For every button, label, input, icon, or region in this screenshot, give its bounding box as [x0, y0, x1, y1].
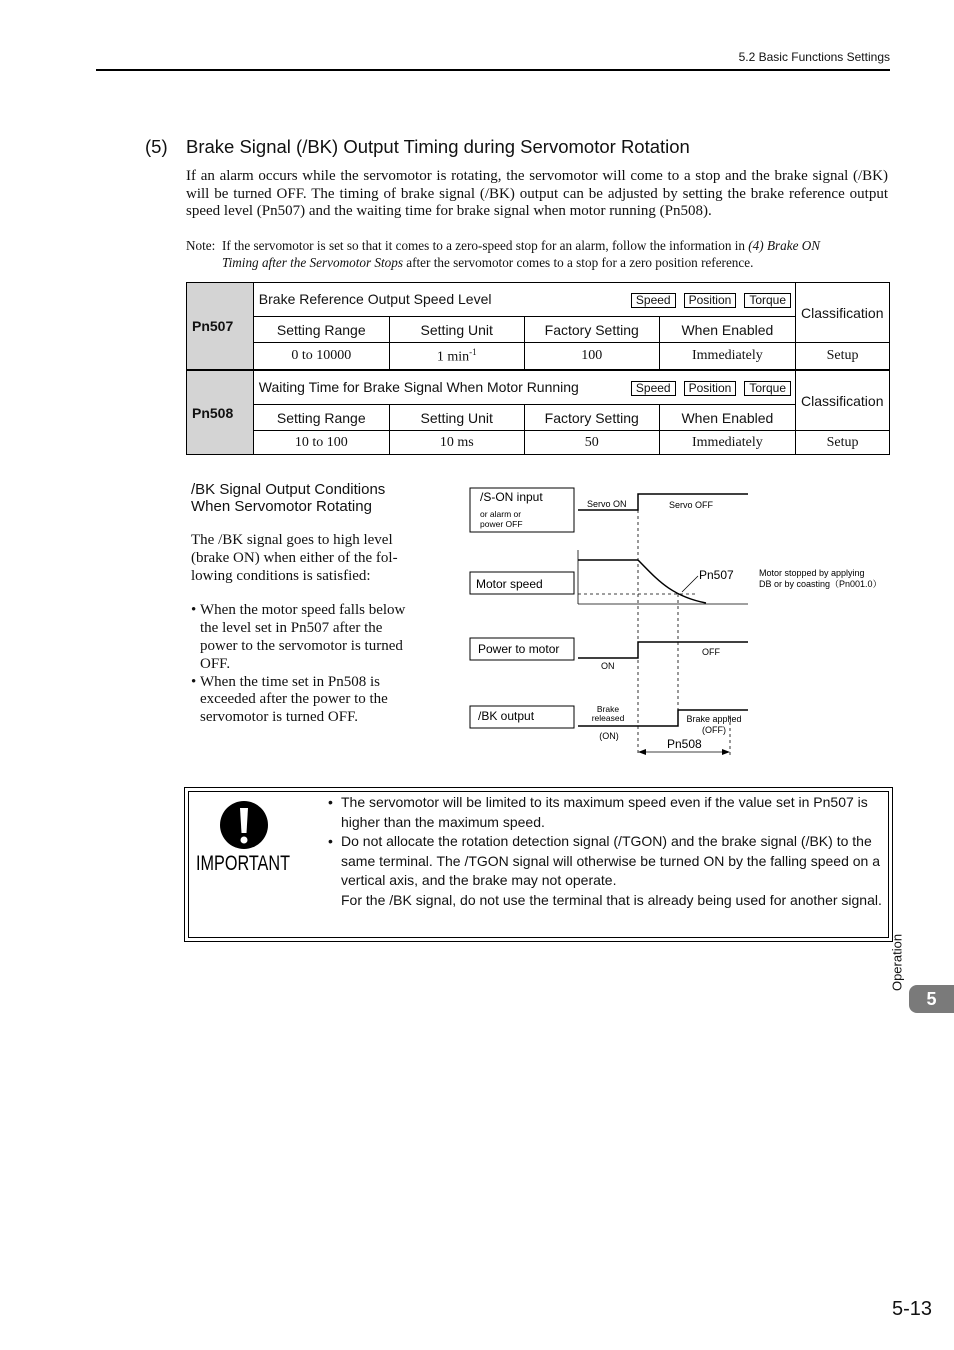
bullet: •	[191, 602, 197, 619]
page-number: 5-13	[891, 1298, 932, 1320]
stopped-note-1: Motor stopped by applying	[759, 568, 865, 578]
tag-position: Position	[684, 381, 737, 396]
pn508-title-cell	[253, 371, 795, 405]
header-rule	[96, 69, 890, 71]
pn508-enabled-header: When Enabled	[659, 405, 795, 431]
son-sub-1: or alarm or	[480, 509, 522, 519]
brake-applied-1: Brake applied	[686, 714, 742, 724]
tag-position: Position	[684, 293, 737, 308]
pn507-unit: 1 min	[436, 349, 470, 365]
pn507-enabled: Immediately	[659, 343, 795, 370]
bullet: •	[328, 794, 333, 810]
pn507-classification-header: Classification	[796, 283, 890, 343]
pn508-enabled: Immediately	[659, 431, 795, 455]
important-icon	[196, 800, 292, 876]
pn508-label: Pn508	[667, 737, 702, 751]
note-text-2: after the servomotor comes to a stop for a zero position reference.	[406, 254, 754, 270]
power-waveform	[578, 642, 748, 658]
tag-speed: Speed	[631, 381, 676, 396]
brake-on-paren: (ON)	[599, 731, 619, 741]
important-item-2b-text: For the /BK signal, do not use the terminal that is already being used for another signal.	[341, 891, 882, 908]
motor-speed-label: Motor speed	[476, 577, 543, 591]
bullet: •	[191, 673, 197, 690]
important-item-2b	[328, 891, 883, 911]
pn508-classification-header: Classification	[796, 371, 890, 431]
bullet: •	[328, 833, 333, 849]
pn508-arrow-left	[638, 749, 646, 755]
stopped-note-2: DB or by coasting（Pn001.0）	[759, 579, 882, 589]
servo-off-label: Servo OFF	[669, 500, 714, 510]
pn507-tags	[623, 291, 791, 308]
brake-released-2: released	[591, 713, 625, 723]
pn507-unit-sup: -1	[469, 346, 477, 357]
pn507-enabled-header: When Enabled	[659, 317, 795, 343]
side-label-text: Operation	[889, 933, 905, 992]
power-to-motor-label: Power to motor	[478, 642, 560, 656]
power-on-label: ON	[601, 661, 615, 671]
exclamation-dot	[241, 837, 248, 844]
pn508-title: Waiting Time for Brake Signal When Motor Running	[258, 379, 579, 395]
power-off-label: OFF	[702, 647, 720, 657]
pn507-id: Pn507	[187, 283, 254, 370]
brake-applied-2: (OFF)	[702, 725, 726, 735]
pn507-range-header: Setting Range	[253, 317, 389, 343]
note-text-1: If the servomotor is set so that it comes to a zero-speed stop for an alarm, follow the information in	[222, 238, 745, 253]
conditions-body	[191, 532, 416, 727]
pn508-arrow-right	[722, 749, 730, 755]
section-title	[145, 136, 690, 158]
note-label: Note:	[186, 238, 216, 253]
bk-output-label: /BK output	[478, 709, 535, 723]
pn507-unit-cell	[389, 343, 524, 370]
pn507-range: 0 to 10000	[253, 343, 389, 370]
section-number: (5)	[145, 136, 168, 157]
pn508-table	[186, 370, 890, 455]
pn507-factory: 100	[524, 343, 659, 370]
tag-torque: Torque	[744, 293, 791, 308]
condition-item-1	[191, 602, 416, 673]
important-item-2	[328, 832, 883, 891]
condition-text-2: When the time set in Pn508 is exceeded after the power to the servomotor is turned OFF.	[200, 673, 388, 726]
pn508-unit: 10 ms	[389, 431, 524, 455]
pn508-factory: 50	[524, 431, 659, 455]
conditions-title-line-2: When Servomotor Rotating	[191, 498, 372, 515]
important-text	[328, 793, 883, 910]
important-label: IMPORTANT	[196, 852, 291, 875]
section-heading: Brake Signal (/BK) Output Timing during Servomotor Rotation	[186, 136, 690, 157]
tag-speed: Speed	[631, 293, 676, 308]
pn508-factory-header: Factory Setting	[524, 405, 659, 431]
conditions-title	[191, 481, 431, 515]
son-sub-2: power OFF	[480, 519, 523, 529]
pn507-title-cell	[253, 283, 795, 317]
pn508-unit-header: Setting Unit	[389, 405, 524, 431]
speed-curve	[578, 560, 706, 603]
pn507-title: Brake Reference Output Speed Level	[258, 291, 492, 307]
brake-released-1: Brake	[596, 704, 620, 714]
chapter-tab: 5	[909, 985, 954, 1013]
pn508-id: Pn508	[187, 371, 254, 455]
pn507-factory-header: Factory Setting	[524, 317, 659, 343]
pn507-table	[186, 282, 890, 370]
important-item-2-text: Do not allocate the rotation detection signal (/TGON) and the brake signal (/BK) to the same terminal. The /TGON signal will otherwise be turned ON by the falling speed on a vertical axis, and the brake may not operate.	[341, 833, 880, 888]
note-reference: (4) Brake ON	[748, 238, 821, 253]
pn508-classification: Setup	[796, 431, 890, 455]
timing-diagram	[466, 486, 916, 766]
pn508-tags	[623, 379, 791, 396]
pn508-range-header: Setting Range	[253, 405, 389, 431]
pn507-unit-header: Setting Unit	[389, 317, 524, 343]
note	[186, 238, 888, 271]
running-header: 5.2 Basic Functions Settings	[738, 50, 890, 64]
tag-torque: Torque	[744, 381, 791, 396]
condition-text-1: When the motor speed falls below the level set in Pn507 after the power to the servomotor is turned OFF.	[200, 602, 406, 672]
pn508-range: 10 to 100	[253, 431, 389, 455]
conditions-paragraph: The /BK signal goes to high level (brake ON) when either of the following conditions is satisfied:	[191, 532, 398, 584]
servo-on-label: Servo ON	[587, 499, 627, 509]
pn507-leader	[682, 576, 698, 592]
pn507-label: Pn507	[699, 568, 734, 582]
note-reference-cont: Timing after the Servomotor Stops	[222, 254, 407, 270]
important-item-1	[328, 793, 883, 832]
intro-paragraph: If an alarm occurs while the servomotor is rotating, the servomotor will come to a stop and the brake signal (/BK) will be turned OFF. The timing of brake signal (/BK) output can be adjusted by setting the brake reference output speed level (Pn507) and the waiting time for brake signal when motor running (Pn508).	[186, 168, 888, 219]
important-item-1-text: The servomotor will be limited to its maximum speed even if the value set in Pn507 is higher than the maximum speed.	[341, 794, 868, 830]
conditions-title-line-1: /BK Signal Output Conditions	[191, 481, 386, 498]
condition-item-2	[191, 674, 416, 727]
note-line-2	[186, 255, 888, 272]
son-input-label: /S-ON input	[480, 490, 543, 504]
pn507-classification: Setup	[796, 343, 890, 370]
